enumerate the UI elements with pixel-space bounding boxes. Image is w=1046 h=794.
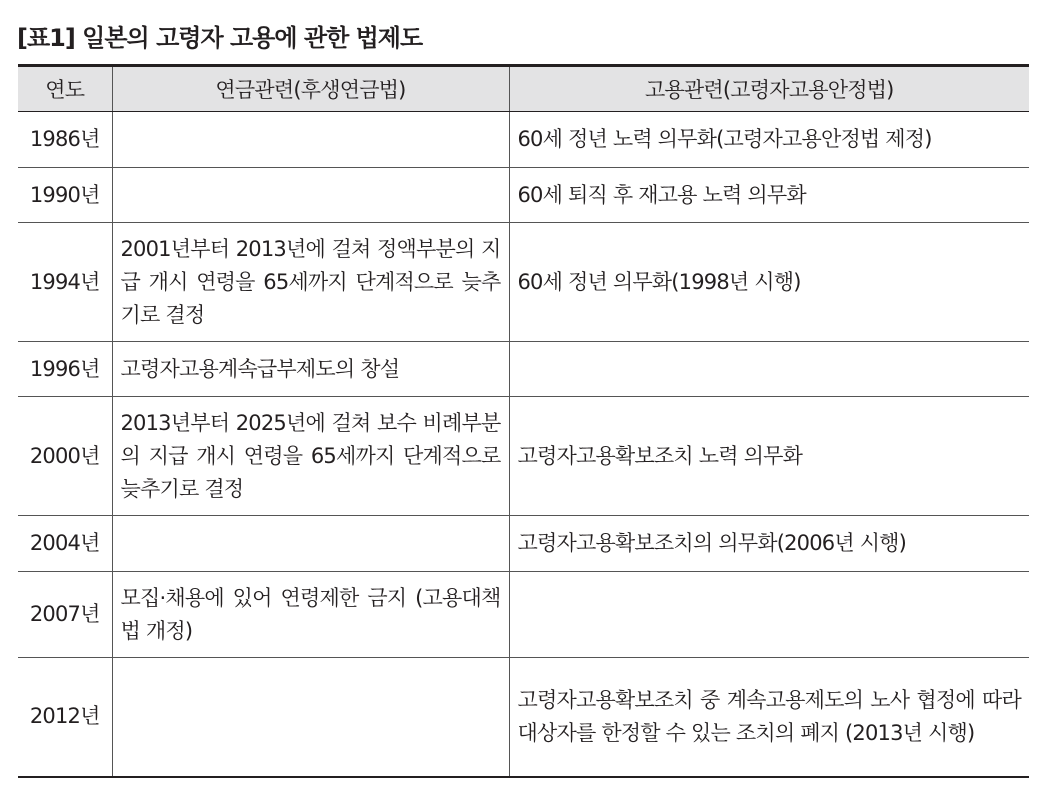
table-body	[18, 112, 1029, 777]
table-row	[18, 112, 1029, 168]
pension-cell	[112, 168, 509, 223]
employment-cell: 60세 정년 의무화(1998년 시행)	[509, 223, 1029, 342]
employment-cell: 60세 정년 노력 의무화(고령자고용안정법 제정)	[509, 112, 1029, 168]
header-year: 연도	[18, 66, 112, 112]
table-row	[18, 168, 1029, 223]
employment-cell	[509, 342, 1029, 397]
table-row	[18, 223, 1029, 342]
table-row	[18, 342, 1029, 397]
employment-cell	[509, 572, 1029, 658]
pension-cell	[112, 658, 509, 777]
year-cell: 2000년	[18, 397, 112, 516]
table-row	[18, 516, 1029, 572]
table-row	[18, 397, 1029, 516]
employment-cell: 고령자고용확보조치 노력 의무화	[509, 397, 1029, 516]
header-pension: 연금관련(후생연금법)	[112, 66, 509, 112]
employment-cell: 60세 퇴직 후 재고용 노력 의무화	[509, 168, 1029, 223]
pension-cell: 고령자고용계속급부제도의 창설	[112, 342, 509, 397]
year-cell: 1994년	[18, 223, 112, 342]
header-employment: 고용관련(고령자고용안정법)	[509, 66, 1029, 112]
year-cell: 1986년	[18, 112, 112, 168]
header-row	[18, 66, 1029, 112]
table-header	[18, 66, 1029, 112]
year-cell: 2004년	[18, 516, 112, 572]
year-cell: 1990년	[18, 168, 112, 223]
pension-cell	[112, 516, 509, 572]
pension-cell: 2013년부터 2025년에 걸쳐 보수 비례부분의 지급 개시 연령을 65세까지 단계적으로 늦추기로 결정	[112, 397, 509, 516]
year-cell: 2012년	[18, 658, 112, 777]
pension-cell: 모집·채용에 있어 연령제한 금지 (고용대책법 개정)	[112, 572, 509, 658]
table-row	[18, 572, 1029, 658]
employment-cell: 고령자고용확보조치의 의무화(2006년 시행)	[509, 516, 1029, 572]
pension-cell: 2001년부터 2013년에 걸쳐 정액부분의 지급 개시 연령을 65세까지 단계적으로 늦추기로 결정	[112, 223, 509, 342]
employment-cell: 고령자고용확보조치 중 계속고용제도의 노사 협정에 따라 대상자를 한정할 수 있는 조치의 폐지 (2013년 시행)	[509, 658, 1029, 777]
pension-cell	[112, 112, 509, 168]
legal-system-table	[18, 64, 1029, 778]
year-cell: 1996년	[18, 342, 112, 397]
table-row	[18, 658, 1029, 777]
year-cell: 2007년	[18, 572, 112, 658]
table-title: [표1] 일본의 고령자 고용에 관한 법제도	[17, 24, 423, 52]
